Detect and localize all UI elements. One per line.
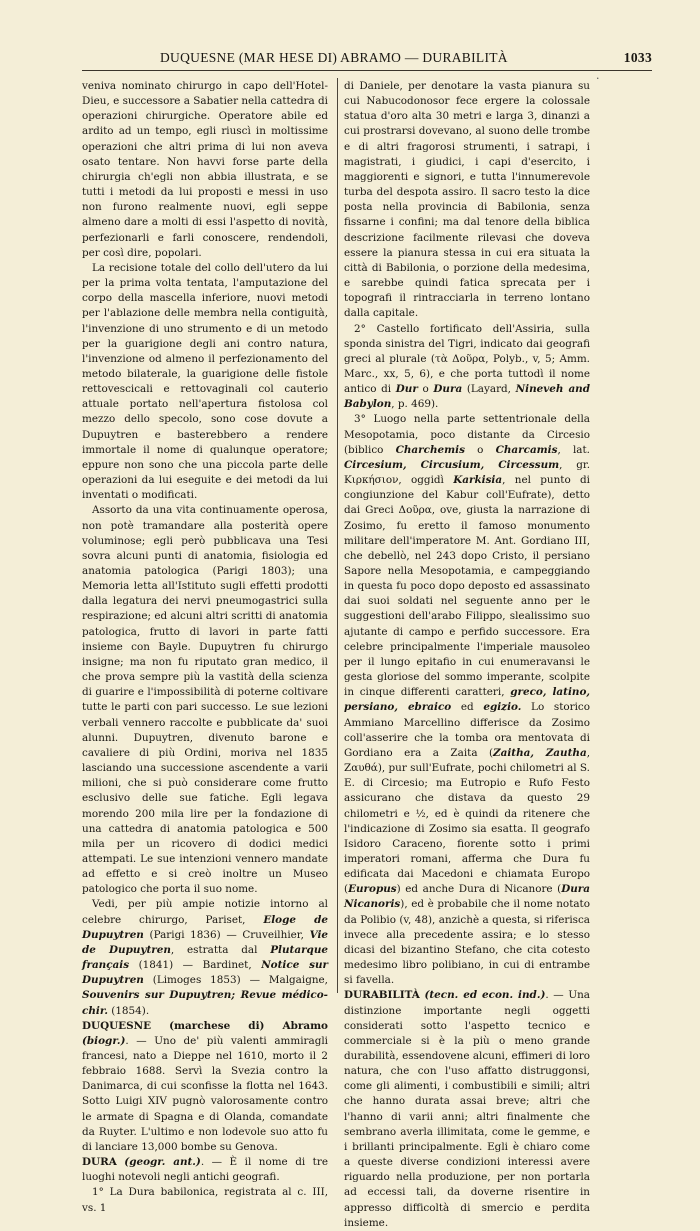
emphasis: Karkisia (453, 474, 503, 487)
text-run: Lo storico Ammiano Marcellino differisce da Zosimo coll'asserire che la tomba ora mentovata di Gordiano era a Zaita ( (344, 701, 590, 759)
text-run: o (417, 383, 434, 396)
column-divider (337, 78, 338, 993)
entry-text: . — Uno de' più valenti ammiragli francesi, nato a Dieppe nel 1610, morto il 2 febbraio 1688. Servì la Svezia contro la Danimarca, di cui sconfisse la flotta nel 1643. Sotto Luigi XIV pugnò valorosamente contro le armate di Spagna e di Olanda, comandate da Ruyter. L'ultimo e non lodevole suo atto fu di lanciare 13,000 bombe su Genova. (82, 1034, 328, 1153)
entry-duquesne (82, 1019, 328, 1155)
emphasis: Circesium, Circusium, Circessum (344, 458, 560, 471)
text-run: (Layard, (462, 383, 516, 396)
entry-headword: DURA (82, 1156, 117, 1169)
text-run: o (464, 443, 496, 456)
book-title: Notice sur Dupuytren (82, 959, 329, 987)
emphasis: Dur (395, 383, 418, 396)
paragraph (344, 322, 590, 413)
entry-text: . — Una distinzione importante negli oggetti considerati sotto l'aspetto tecnico e commerciale si è la più o meno grande durabilità, essendovene alcuni, effimeri di loro natura, che con l'uso affatto distruggonsi, come gli alimenti, i combustibili e simili; altri che hanno durata assai breve; altri che l'hanno di varii anni; altri finalmente che sembrano averla illimitata, come le gemme, e i brillanti principalmente. Egli è chiaro come a queste diverse condizioni interessi avere riguardo nella produzione, per non portarla ad eccessi tali, da doverne risentire in appresso difficoltà di smercio e perdita insieme. (344, 989, 591, 1229)
references-paragraph (82, 897, 328, 1018)
entry-durabilita (344, 988, 590, 1231)
text-run: (1854). (107, 1004, 150, 1017)
paragraph: 1° La Dura babilonica, registrata al c. III, vs. 1 (82, 1186, 328, 1214)
text-run: 2° Castello fortificato dell'Assiria, sulla sponda sinistra del Tigri, indicato dai geografi greci al plurale (τὰ Δοῦρα, Polyb., v, 5; Amm. Marc., xx, 5, 6), e che porta tuttodì il nome antico di (344, 322, 590, 396)
text-run: Vedi, per più ampie notizie intorno al celebre chirurgo, Pariset, (82, 898, 328, 926)
emphasis: greco, latino, persiano, ebraico (344, 686, 591, 714)
text-run: ), ed è probabile che il nome notato da Polibio (v, 48), anzichè a questa, si riferisca invece alla precedente assira; e lo stesso dicasi del bizantino Stefano, che cita cotesto medesimo libro polibiano, in cui di entrambe si favella. (344, 898, 590, 987)
book-title: Souvenirs sur Dupuytren; Revue médico-chir. (82, 989, 328, 1017)
emphasis: Charchemis (395, 443, 465, 456)
entry-dura (82, 1155, 328, 1185)
left-column (82, 79, 328, 1216)
text-run: , Ζαυθά), pur sull'Eufrate, pochi chilometri al S. E. di Circesio; ma Eutropio e Rufo Festo assicurano che distava da questo 29 chilometri e ½, ed è quindi da ritenere che l'indicazione di Zosimo sia esatta. Il geografo Isidoro Caraceno, fiorente sotto i primi imperatori romani, afferma che Dura fu edificata dai Macedoni e chiamata Europo ( (344, 746, 590, 896)
text-run: , gr. Κιρκήσιον, oggidì (344, 458, 590, 487)
book-title: Plutarque français (82, 943, 328, 972)
paragraph (344, 412, 590, 988)
paragraph: Assorto da una vita continuamente operosa, non potè tramandare alla posterità opere voluminose; egli però pubblicava una Tesi sovra alcuni punti di anatomia, fisiologia ed anatomia patologica (Parigi 1803); una Memoria letta all'Istituto sugli effetti prodotti dalla legatura dei nervi pneumogastrici sulla respirazione; ed alcuni altri scritti di anatomia patologica, frutto di lavori in parte fatti insieme con Bayle. Dupuytren fu chirurgo insigne; ma non fu riputato gran medico, il che prova sempre più la vastità della scienza di guarire e l'impossibilità di poterne coltivare tutte le parti con pari successo. Le sue lezioni verbali vennero raccolte e pubblicate da' suoi alunni. Dupuytren, divenuto barone e cavaliere di più Ordini, moriva nel 1835 lasciando una successione ascendente a varii milioni, che si può considerare come frutto esclusivo delle sue fatiche. Egli legava morendo 200 mila lire per la fondazione di una cattedra di anatomia patologica e 500 mila per un ricovero di dodici medici attempati. Le sue intenzioni vennero mandate ad effetto e si creò inoltre un Museo patologico che porta il suo nome. (82, 504, 328, 896)
entry-category: (geogr. ant.) (124, 1156, 201, 1169)
text-run: (Parigi 1836) — Cruveilhier, (143, 928, 310, 941)
emphasis: Dura Nicanoris (344, 883, 590, 911)
entry-category: (tecn. ed econ. ind.) (424, 989, 546, 1002)
text-run: ) ed anche Dura di Nicanore ( (396, 883, 562, 896)
corner-mark: · (596, 72, 600, 85)
running-header (82, 50, 652, 71)
paragraph: veniva nominato chirurgo in capo dell'Hotel-Dieu, e successore a Sabatier nella cattedra di operazioni chirurgiche. Operatore abile ed ardito ad un tempo, egli riuscì in moltissime operazioni che altri prima di lui non aveva osato tentare. Non havvi forse parte della chirurgia ch'egli non abbia illustrata, e se tutti i metodi da lui proposti e messi in uso non furono realmente nuovi, egli seppe almeno dare a molti di essi l'aspetto di novità, perfezionarli e farli conoscere, rendendoli, per così dire, popolari. (82, 80, 328, 259)
text-run: 3° Luogo nella parte settentrionale della Mesopotamia, poco distante da Circesio (biblico (344, 413, 590, 456)
entry-text: . — È il nome di tre luoghi notevoli negli antichi geografi. (82, 1156, 328, 1184)
text-run: (1841) — Bardinet, (129, 959, 262, 972)
text-run: (Limoges 1853) — Malgaigne, (143, 974, 328, 987)
text-run: ed (451, 701, 484, 714)
emphasis: Dura (433, 383, 463, 396)
emphasis: egizio. (483, 701, 522, 714)
paragraph: La recisione totale del collo dell'utero da lui per la prima volta tentata, l'amputazione del corpo della mascella inferiore, nuovi metodi per l'ablazione delle membra nella contiguità, l'invenzione di uno strumento e di un metodo per la guarigione degli ani contro natura, l'invenzione od almeno il perfezionamento del metodo bilaterale, la guarigione delle fistole rettovescicali e rettovaginali col cauterio attuale portato nell'apertura fistolosa col mezzo dello specolo, sono cose dovute a Dupuytren e basterebbero a rendere immortale il nome di qualunque operatore; eppure non sono che una piccola parte delle operazioni da lui eseguite e dei metodi da lui inventati o modificati. (82, 261, 328, 502)
paragraph: di Daniele, per denotare la vasta pianura su cui Nabucodonosor fece ergere la colossale statua d'oro alta 30 metri e larga 3, dinanzi a cui prostrarsi dovevano, al suono delle trombe e di altri fragorosi strumenti, i satrapi, i magistrati, i giudici, i capi d'esercito, i maggiorenti e signori, e tutta l'innumerevole turba del despota assiro. Il sacro testo la dice posta nella provincia di Babilonia, senza fissarne i confini; ma dal tenore della biblica descrizione facilmente rilevasi che doveva essere la pianura stessa in cui era situata la città di Babilonia, o porzione della medesima, e sarebbe quindi fatica sprecata per i topografi il rintracciarla in terreno lontano dalla capitale. (344, 80, 590, 320)
running-title: DUQUESNE (MAR HESE DI) ABRAMO — DURABILITÀ (160, 50, 508, 65)
emphasis: Europus (348, 883, 397, 896)
emphasis: Charcamis (495, 443, 558, 456)
page-number: 1033 (623, 50, 652, 65)
book-title: Eloge de Dupuytren (82, 913, 328, 941)
emphasis: Zaitha, Zautha (493, 746, 587, 759)
entry-headword: DUQUESNE (marchese di) Abramo (82, 1019, 328, 1032)
book-title: Vie de Dupuytren (82, 928, 328, 956)
text-run: , nel punto di congiunzione del Kabur coll'Eufrate), detto dai Greci Δοῦρα, ove, giusta la narrazione di Zosimo, fu eretto il famoso monumento militare dell'imperatore M. Ant. Gordiano III, che debellò, nel 243 dopo Cristo, il persiano Sapore nella Mesopotamia, e campeggiando in questa fu poco dopo deposto ed assassinato dai suoi soldati nel seguente anno per le suggestioni dell'arabo Filippo, slealissimo suo ajutante di campo e perfido successore. Era celebre principalmente l'imperiale mausoleo per il lungo epitafio in cui enumeravansi le gesta gloriose del sommo imperante, scolpite in cinque differenti caratteri, (344, 474, 590, 699)
entry-headword: DURABILITÀ (344, 989, 420, 1002)
text-run: , p. 469). (391, 398, 439, 411)
text-run: , estratta dal (170, 943, 271, 956)
right-column (344, 79, 590, 1231)
entry-category: (biogr.) (82, 1034, 126, 1047)
text-run: , lat. (557, 443, 590, 456)
book-title: Nineveh and Babylon (344, 383, 590, 411)
